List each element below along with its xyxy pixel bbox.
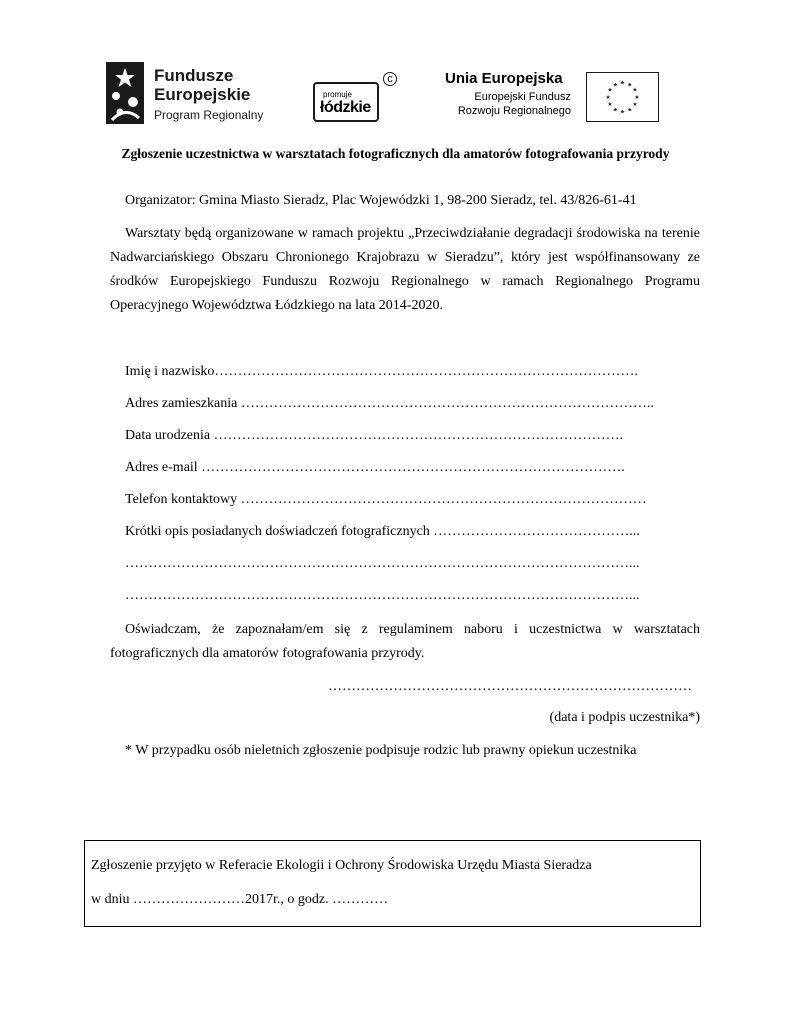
field-blank-line-2: ………………………………………………………………………………………………... xyxy=(125,588,640,603)
field-email: Adres e-mail ………………………………………………………………………………. xyxy=(125,460,625,475)
unia-europejska-text xyxy=(445,70,571,118)
fundusze-line1: Fundusze xyxy=(154,66,234,85)
field-experience: Krótki opis posiadanych doświadczeń fotograficznych ……………………………………... xyxy=(125,524,640,539)
svg-text:★: ★ xyxy=(627,107,633,114)
declaration-paragraph: Oświadczam, że zapoznałam/em się z regulaminem naboru i uczestnictwa w warsztatach fotograficznych dla amatorów fotografowania przyrody. xyxy=(110,622,700,661)
office-receipt-line2: w dniu ……………………2017r., o godz. ………… xyxy=(91,892,389,907)
svg-text:★: ★ xyxy=(605,94,611,101)
lodzkie-big-text: łódzkie xyxy=(320,99,371,116)
svg-text:★: ★ xyxy=(607,87,613,94)
svg-text:★: ★ xyxy=(627,82,633,89)
field-birth-date: Data urodzenia ……………………………………………………………………………. xyxy=(125,428,624,443)
page-title: Zgłoszenie uczestnictwa w warsztatach fotograficznych dla amatorów fotografowania przyrody xyxy=(121,146,670,161)
ue-title: Unia Europejska xyxy=(445,70,563,87)
svg-text:★: ★ xyxy=(634,94,640,101)
intro-paragraph: Warsztaty będą organizowane w ramach projektu „Przeciwdziałanie degradacji środowiska na terenie Nadwarciańskiego Obszaru Chronionego Krajobrazu w Sieradzu”, który jest współfinansowany ze środków Europejskiego Funduszu Rozwoju Regionalnego w ramach Regionalnego Programu Operacyjnego Województwa Łódzkiego na lata 2014-2020. xyxy=(110,226,700,313)
eu-flag-icon xyxy=(586,72,659,122)
fundusze-line3: Program Regionalny xyxy=(154,108,264,122)
fundusze-text xyxy=(154,66,263,125)
organizer-line: Organizator: Gmina Miasto Sieradz, Plac Wojewódzki 1, 98-200 Sieradz, tel. 43/826-61-41 xyxy=(125,193,637,208)
field-name: Imię i nazwisko………………………………………………………………………………. xyxy=(125,364,638,379)
footnote: * W przypadku osób nieletnich zgłoszenie podpisuje rodzic lub prawny opiekun uczestnika xyxy=(125,743,637,758)
logo-bar xyxy=(0,58,791,128)
fundusze-star-icon xyxy=(106,62,144,124)
svg-text:★: ★ xyxy=(607,102,613,109)
promuje-lodzkie-logo xyxy=(313,72,395,124)
svg-text:★: ★ xyxy=(632,102,638,109)
lodzkie-small-text: promuje xyxy=(323,90,352,99)
fundusze-line2: Europejskie xyxy=(154,85,251,104)
svg-text:★: ★ xyxy=(612,107,618,114)
office-receipt-line1: Zgłoszenie przyjęto w Referacie Ekologii i Ochrony Środowiska Urzędu Miasta Sieradza xyxy=(91,858,592,873)
signature-line: …………………………………………………………………… xyxy=(328,679,692,694)
svg-text:★: ★ xyxy=(632,87,638,94)
ue-sub2: Rozwoju Regionalnego xyxy=(457,105,571,117)
copyright-mark: c xyxy=(383,72,397,86)
office-receipt-box xyxy=(84,840,701,927)
field-blank-line-1: ………………………………………………………………………………………………... xyxy=(125,556,640,571)
svg-text:★: ★ xyxy=(612,82,618,89)
field-phone: Telefon kontaktowy …………………………………………………………………………… xyxy=(125,492,647,507)
svg-text:★: ★ xyxy=(619,80,626,87)
ue-sub1: Europejski Fundusz xyxy=(474,91,571,103)
signature-label: (data i podpis uczestnika*) xyxy=(549,710,700,725)
fundusze-europejskie-logo xyxy=(106,62,276,124)
field-address: Adres zamieszkania …………………………………………………………………………….. xyxy=(125,396,654,411)
lodzkie-frame xyxy=(313,82,379,122)
svg-text:★: ★ xyxy=(619,109,626,116)
